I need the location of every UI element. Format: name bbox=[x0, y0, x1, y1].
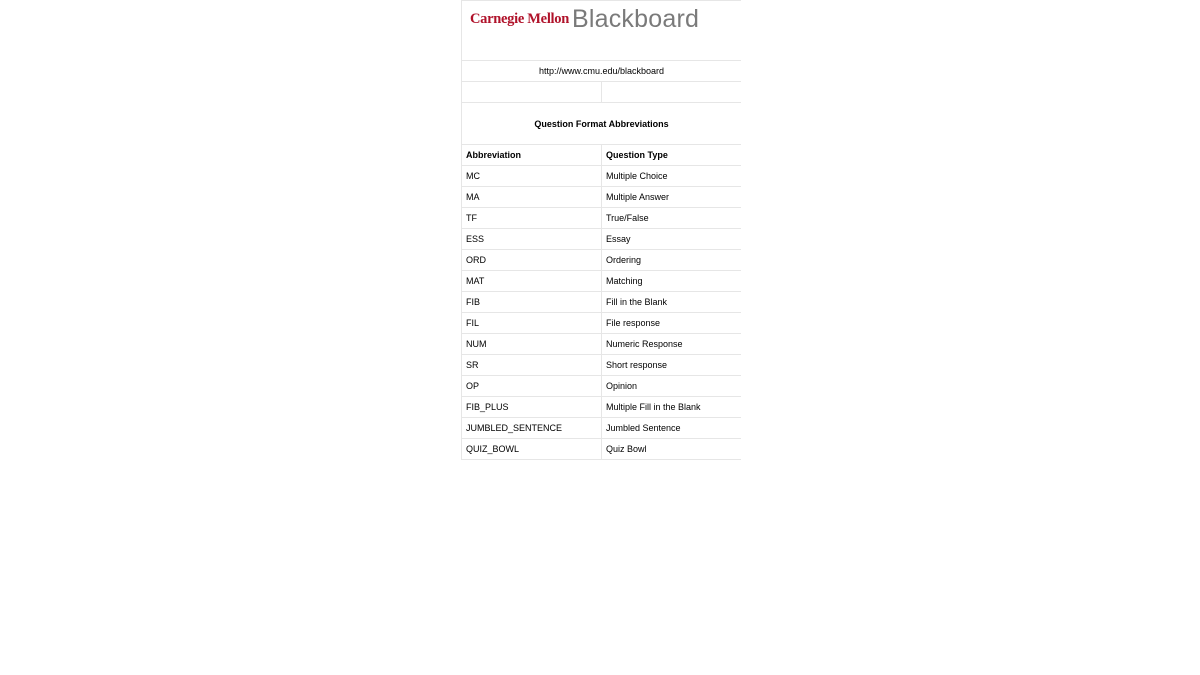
table-row bbox=[462, 166, 741, 187]
blank-row bbox=[462, 82, 741, 103]
page-container bbox=[461, 0, 741, 460]
question-type-cell: Jumbled Sentence bbox=[602, 418, 742, 439]
table-row bbox=[462, 418, 741, 439]
question-type-cell: Essay bbox=[602, 229, 742, 250]
logo-blackboard: Blackboard bbox=[572, 5, 700, 33]
page-title-text: Question Format Abbreviations bbox=[534, 118, 669, 129]
question-type-cell: Ordering bbox=[602, 250, 742, 271]
header bbox=[462, 0, 741, 61]
abbreviation-cell: ORD bbox=[462, 250, 602, 271]
question-type-cell: Fill in the Blank bbox=[602, 292, 742, 313]
blackboard-url: http://www.cmu.edu/blackboard bbox=[538, 66, 665, 76]
url-row bbox=[462, 61, 741, 82]
table-row bbox=[462, 376, 741, 397]
table-row bbox=[462, 271, 741, 292]
abbreviations-table bbox=[462, 145, 741, 460]
question-type-cell: Multiple Choice bbox=[602, 166, 742, 187]
question-type-cell: Quiz Bowl bbox=[602, 439, 742, 460]
table-row bbox=[462, 229, 741, 250]
abbreviation-cell: JUMBLED_SENTENCE bbox=[462, 418, 602, 439]
question-type-cell: True/False bbox=[602, 208, 742, 229]
abbreviation-cell: OP bbox=[462, 376, 602, 397]
table-row bbox=[462, 355, 741, 376]
abbreviation-cell: MC bbox=[462, 166, 602, 187]
question-type-cell: Opinion bbox=[602, 376, 742, 397]
table-header-row bbox=[462, 145, 741, 166]
abbreviation-cell: MAT bbox=[462, 271, 602, 292]
question-type-cell: Numeric Response bbox=[602, 334, 742, 355]
abbreviation-cell: MA bbox=[462, 187, 602, 208]
logo-carnegie-mellon: Carnegie Mellon bbox=[470, 11, 569, 27]
abbreviation-cell: TF bbox=[462, 208, 602, 229]
table-row bbox=[462, 397, 741, 418]
table-row bbox=[462, 292, 741, 313]
abbreviation-cell: FIL bbox=[462, 313, 602, 334]
abbreviation-cell: QUIZ_BOWL bbox=[462, 439, 602, 460]
header-question-type: Question Type bbox=[602, 145, 742, 166]
cmu-blackboard-logo bbox=[470, 5, 700, 33]
page-title bbox=[462, 103, 741, 145]
table-row bbox=[462, 439, 741, 460]
abbreviation-cell: NUM bbox=[462, 334, 602, 355]
table-row bbox=[462, 250, 741, 271]
header-abbreviation: Abbreviation bbox=[462, 145, 602, 166]
question-type-cell: Multiple Answer bbox=[602, 187, 742, 208]
abbreviation-cell: ESS bbox=[462, 229, 602, 250]
table-row bbox=[462, 208, 741, 229]
table-row bbox=[462, 187, 741, 208]
table-row bbox=[462, 334, 741, 355]
blank-cell-left bbox=[462, 82, 602, 102]
question-type-cell: Multiple Fill in the Blank bbox=[602, 397, 742, 418]
abbreviation-cell: FIB_PLUS bbox=[462, 397, 602, 418]
question-type-cell: Short response bbox=[602, 355, 742, 376]
question-type-cell: File response bbox=[602, 313, 742, 334]
abbreviation-cell: SR bbox=[462, 355, 602, 376]
table-row bbox=[462, 313, 741, 334]
question-type-cell: Matching bbox=[602, 271, 742, 292]
abbreviation-cell: FIB bbox=[462, 292, 602, 313]
